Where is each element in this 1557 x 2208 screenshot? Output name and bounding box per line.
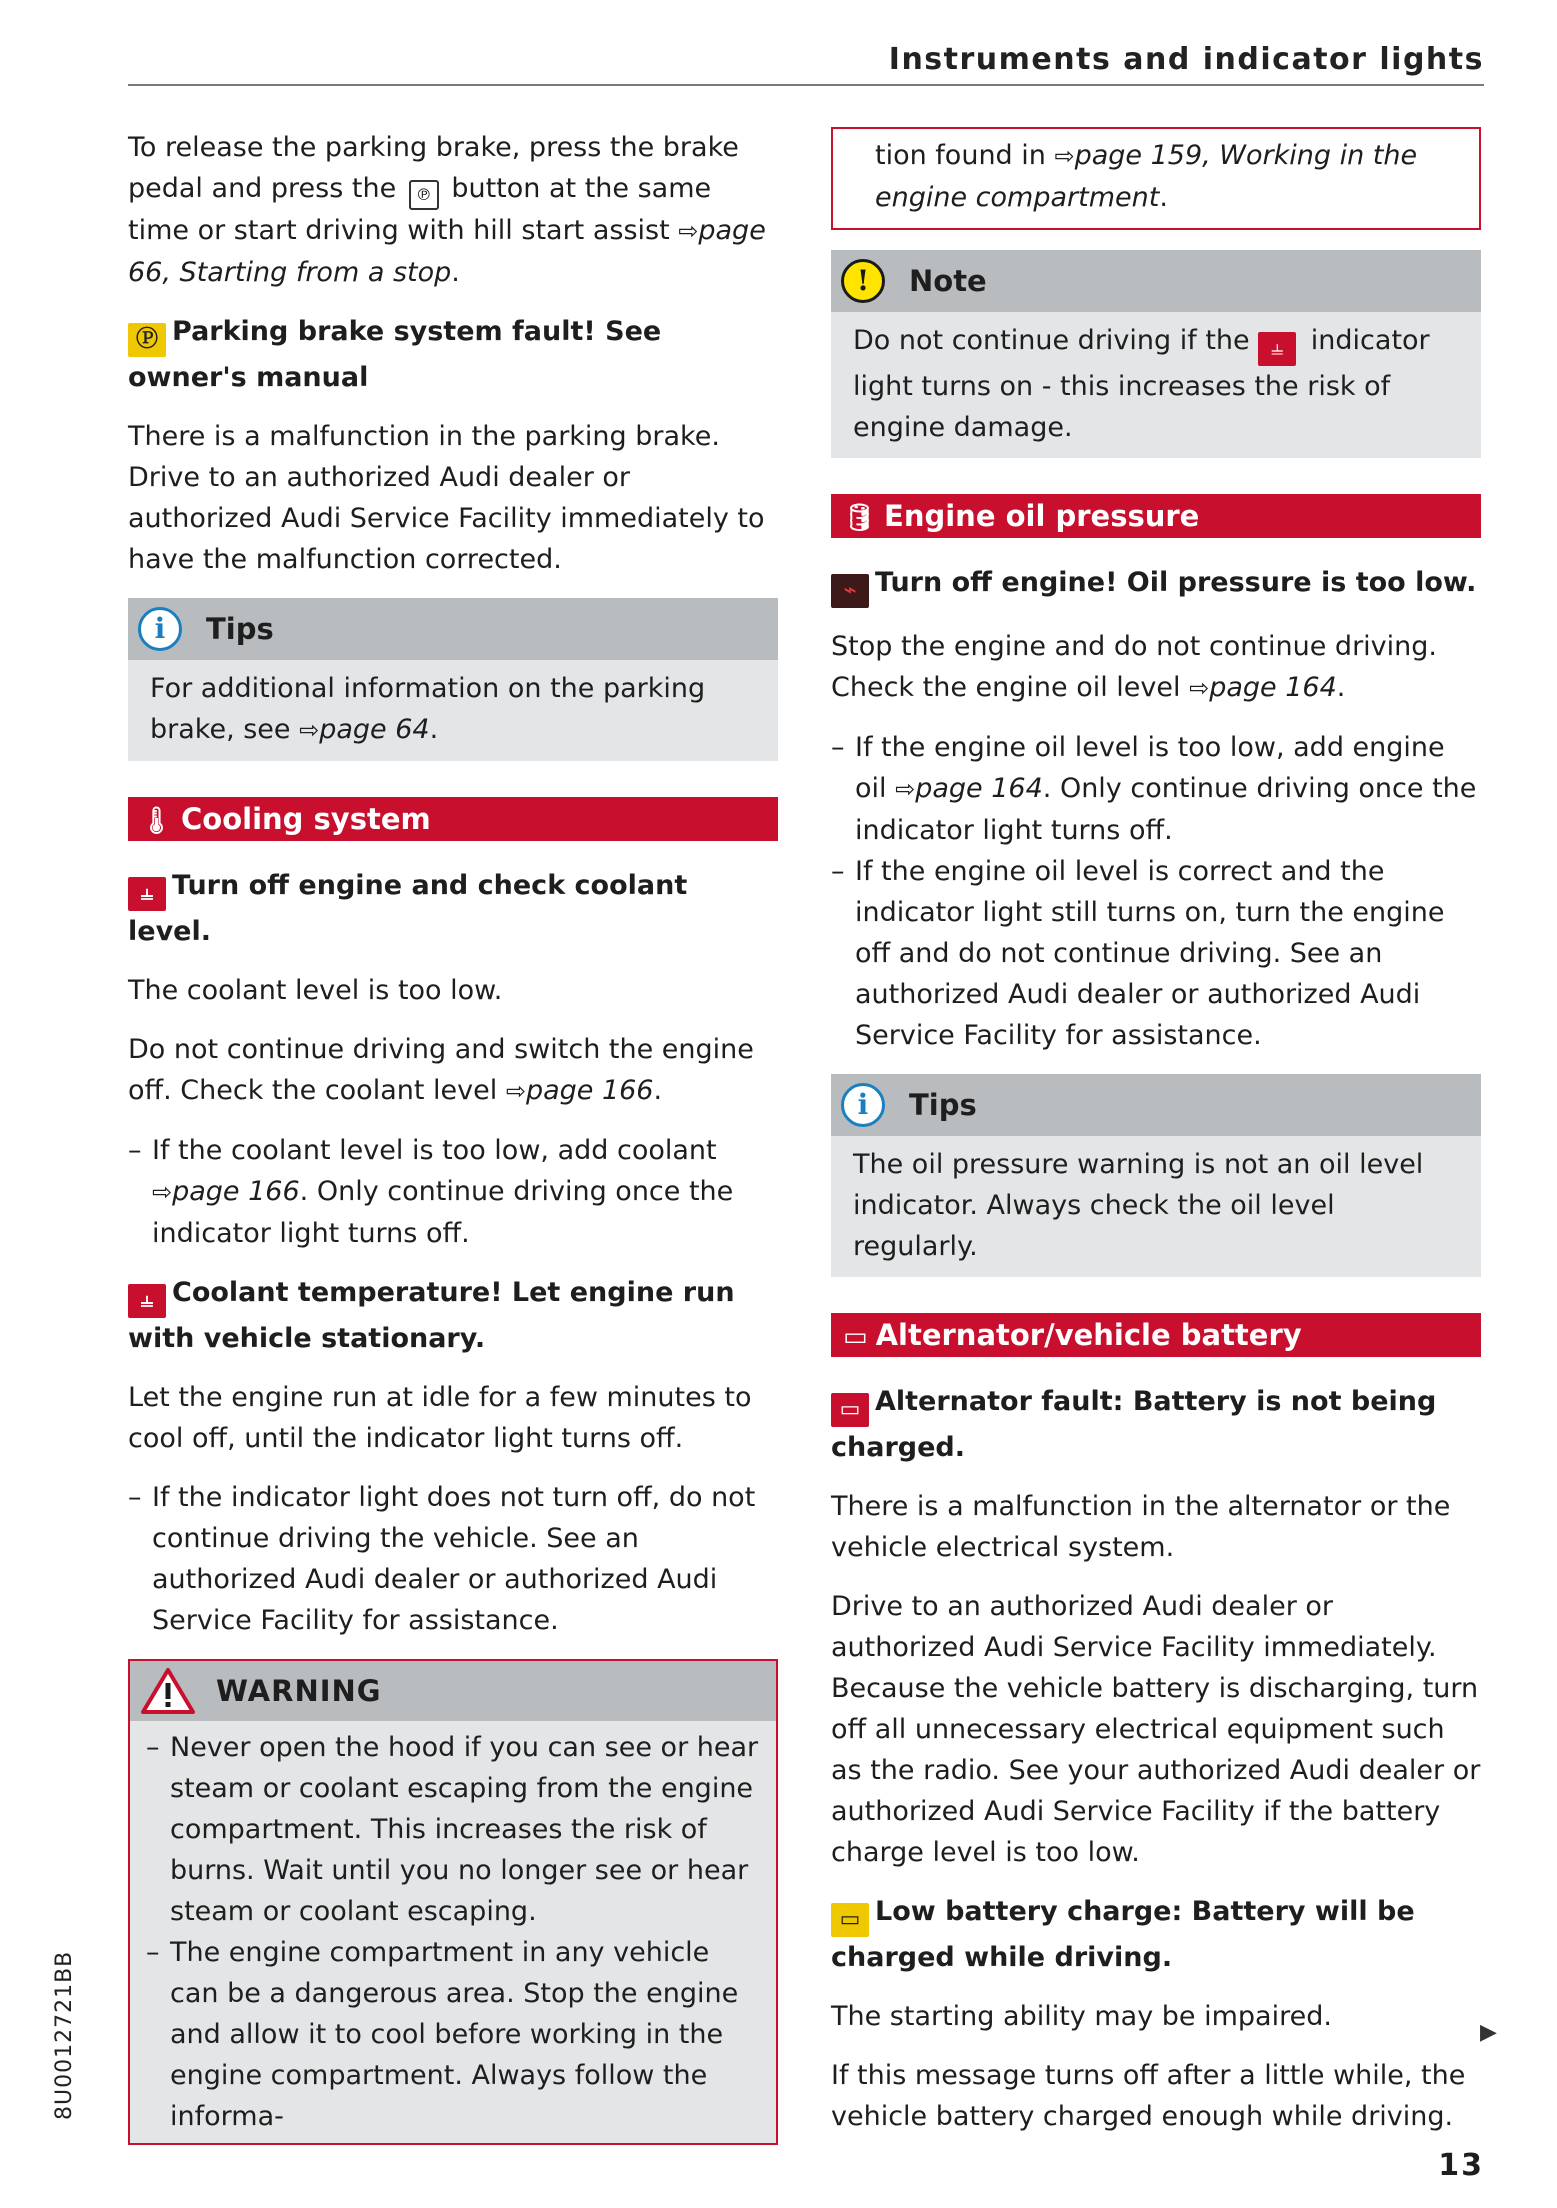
page-ref-arrow-icon: ⇨ — [152, 1178, 173, 1206]
parking-fault-text: There is a malfunction in the parking brake. Drive to an authorized Audi dealer or authorized Audi Service Facility immediately to have the malfunction corrected. — [128, 421, 765, 575]
tips-box-header — [831, 1074, 1481, 1136]
oil-can-icon: 🛢 — [843, 503, 877, 533]
section-alternator-battery — [831, 1313, 1481, 1357]
tips-title: Tips — [909, 1087, 977, 1122]
battery-p2: Drive to an authorized Audi dealer or authorized Audi Service Facility immediately. Because the vehicle battery is discharging, turn off all unnecessary electrical equipment such as the radio. See your authorized Audi dealer or authorized Audi Service Facility if the battery charge level is too low. — [831, 1591, 1481, 1868]
list-item — [831, 727, 1481, 851]
tips-box-body: The oil pressure warning is not an oil level indicator. Always check the oil level regularly. — [853, 1149, 1424, 1262]
tips-box-body — [128, 660, 778, 761]
note-exclamation-icon: ! — [841, 259, 885, 303]
oil-pressure-heading — [831, 562, 1481, 608]
warning-continuation-box — [831, 127, 1481, 230]
oil-pressure-warning-icon: ⌁ — [831, 574, 869, 608]
section-cooling-system — [128, 797, 778, 841]
page-ref-arrow-icon: ⇨ — [678, 217, 699, 245]
coolant-level-heading-text: Turn off engine and check coolant level. — [128, 870, 688, 947]
note-box-header — [831, 250, 1481, 312]
coolant-temp-heading — [128, 1272, 778, 1359]
parking-fault-heading — [128, 311, 778, 398]
parking-brake-warning-icon: Ⓟ — [128, 323, 166, 357]
release-text-1: To release the parking brake, press the brake pedal and press the — [128, 132, 739, 204]
low-battery-heading — [831, 1891, 1481, 1978]
coolant-temp-heading-text: Coolant temperature! Let engine run with vehicle stationary. — [128, 1277, 735, 1354]
oil-p1-end: . — [1336, 672, 1346, 703]
page-ref-link[interactable]: page 166 — [525, 1075, 654, 1106]
tips-box-oil — [831, 1074, 1481, 1277]
page-header-title: Instruments and indicator lights — [888, 42, 1484, 77]
note-box-body — [831, 312, 1481, 458]
page-ref-link[interactable]: page 159, Working in the engine compartment — [875, 140, 1418, 213]
page-ref-link[interactable]: page 164 — [915, 773, 1043, 804]
release-end: . — [451, 257, 460, 288]
header-rule — [128, 84, 1484, 86]
page-ref-arrow-icon: ⇨ — [505, 1077, 526, 1105]
coolant-li1-end: . Only continue driving once the indicator light turns off. — [152, 1176, 734, 1249]
page-ref-arrow-icon: ⇨ — [1189, 674, 1210, 702]
info-icon: i — [138, 607, 182, 651]
tips-title: Tips — [206, 611, 274, 646]
oil-p1-text: Stop the engine and do not continue driving. Check the engine oil level — [831, 631, 1437, 703]
tips-box-parking — [128, 598, 778, 761]
list-item — [128, 1130, 778, 1254]
page-ref-link[interactable]: page 66, Starting from a stop — [128, 215, 766, 288]
tips-end: . — [429, 714, 439, 745]
oil-li1-text: If the engine oil level is too low, add engine oil — [855, 732, 1445, 804]
oil-pressure-heading-text: Turn off engine! Oil pressure is too low. — [875, 567, 1477, 598]
coolant-warning-icon: ⫨ — [1258, 332, 1296, 366]
document-code: 8U0012721BB — [52, 1950, 77, 2120]
battery-p3: The starting ability may be impaired. — [831, 2001, 1332, 2032]
battery-warning-icon: ▭ — [831, 1393, 869, 1427]
oil-li1-end: . Only continue driving once the indicator light turns off. — [855, 773, 1477, 846]
page-ref-link[interactable]: page 166 — [172, 1176, 300, 1207]
tips-box-header — [128, 598, 778, 660]
section-engine-oil-pressure — [831, 494, 1481, 538]
section-battery-title: Alternator/vehicle battery — [875, 1318, 1302, 1352]
release-paragraph — [128, 127, 778, 293]
coolant-p2-text: Do not continue driving and switch the engine off. Check the coolant level — [128, 1034, 754, 1106]
battery-low-icon: ▭ — [831, 1903, 869, 1937]
battery-p1: There is a malfunction in the alternator or the vehicle electrical system. — [831, 1491, 1451, 1563]
coolant-p1: The coolant level is too low. — [128, 975, 503, 1006]
note-title: Note — [909, 263, 987, 298]
page-number: 13 — [1438, 2148, 1484, 2183]
note-text-1: Do not continue driving if the — [853, 325, 1259, 356]
page-ref-link[interactable]: page 164 — [1209, 672, 1337, 703]
alternator-fault-heading — [831, 1381, 1481, 1468]
coolant-temp-list — [128, 1477, 778, 1641]
cont-end: . — [1159, 182, 1168, 213]
section-oil-title: Engine oil pressure — [884, 499, 1200, 533]
cont-text: tion found in — [875, 140, 1055, 171]
page-ref-link[interactable]: page 64 — [319, 714, 430, 745]
coolant-list — [128, 1130, 778, 1254]
battery-p4: If this message turns off after a little while, the vehicle battery charged enough while driving. — [831, 2060, 1466, 2132]
coolant-level-heading — [128, 865, 778, 952]
page-ref-arrow-icon: ⇨ — [299, 716, 320, 744]
warning-triangle-icon — [140, 1667, 196, 1715]
coolant-p3: Let the engine run at idle for a few minutes to cool off, until the indicator light turns off. — [128, 1382, 752, 1454]
coolant-temp-warning-icon: ⫨ — [128, 1284, 166, 1318]
page-ref-arrow-icon: ⇨ — [1054, 142, 1075, 170]
note-text-2: indicator light turns on - this increases the risk of engine damage. — [853, 325, 1430, 443]
coolant-li1-text: If the coolant level is too low, add coolant — [152, 1135, 717, 1166]
list-item: – If the engine oil level is correct and the indicator light still turns on, turn the engine off and do not continue driving. See an authorized Audi dealer or authorized Audi Service Facility for assistance. — [831, 851, 1481, 1056]
alternator-fault-heading-text: Alternator fault: Battery is not being charged. — [831, 1386, 1437, 1463]
page-ref-arrow-icon: ⇨ — [895, 775, 916, 803]
info-icon: i — [841, 1083, 885, 1127]
battery-icon: ▭ — [843, 1322, 868, 1352]
warning-list — [146, 1727, 760, 2137]
parking-brake-button-icon: ℗ — [409, 180, 439, 210]
tips-text: For additional information on the parking brake, see — [150, 673, 706, 745]
warning-box — [128, 1659, 778, 2145]
list-item: – If the indicator light does not turn off, do not continue driving the vehicle. See an authorized Audi dealer or authorized Audi Service Facility for assistance. — [128, 1477, 778, 1641]
note-box — [831, 250, 1481, 458]
section-cooling-title: Cooling system — [181, 802, 431, 836]
right-column — [831, 127, 1481, 2155]
list-item: – The engine compartment in any vehicle can be a dangerous area. Stop the engine and allow it to cool before working in the engine compartment. Always follow the informa- — [146, 1932, 760, 2137]
oil-p1 — [831, 626, 1481, 709]
warning-box-header — [130, 1661, 776, 1721]
coolant-p2-end: . — [653, 1075, 663, 1106]
left-column — [128, 127, 778, 2163]
coolant-icon: 🌡 — [140, 806, 174, 836]
coolant-p2 — [128, 1029, 778, 1112]
warning-title: WARNING — [216, 1673, 382, 1708]
oil-list — [831, 727, 1481, 1056]
low-battery-heading-text: Low battery charge: Battery will be charged while driving. — [831, 1896, 1415, 1973]
parking-fault-heading-text: Parking brake system fault! See owner's manual — [128, 316, 662, 393]
continue-arrow-icon: ▶ — [1480, 2020, 1497, 2045]
list-item: – Never open the hood if you can see or hear steam or coolant escaping from the engine compartment. This increases the risk of burns. Wait until you no longer see or hear steam or coolant escaping. — [146, 1727, 760, 1932]
warning-box-body — [130, 1721, 776, 2143]
release-text-2: button at the same time or start driving with hill start assist — [128, 173, 712, 246]
coolant-warning-icon: ⫨ — [128, 877, 166, 911]
